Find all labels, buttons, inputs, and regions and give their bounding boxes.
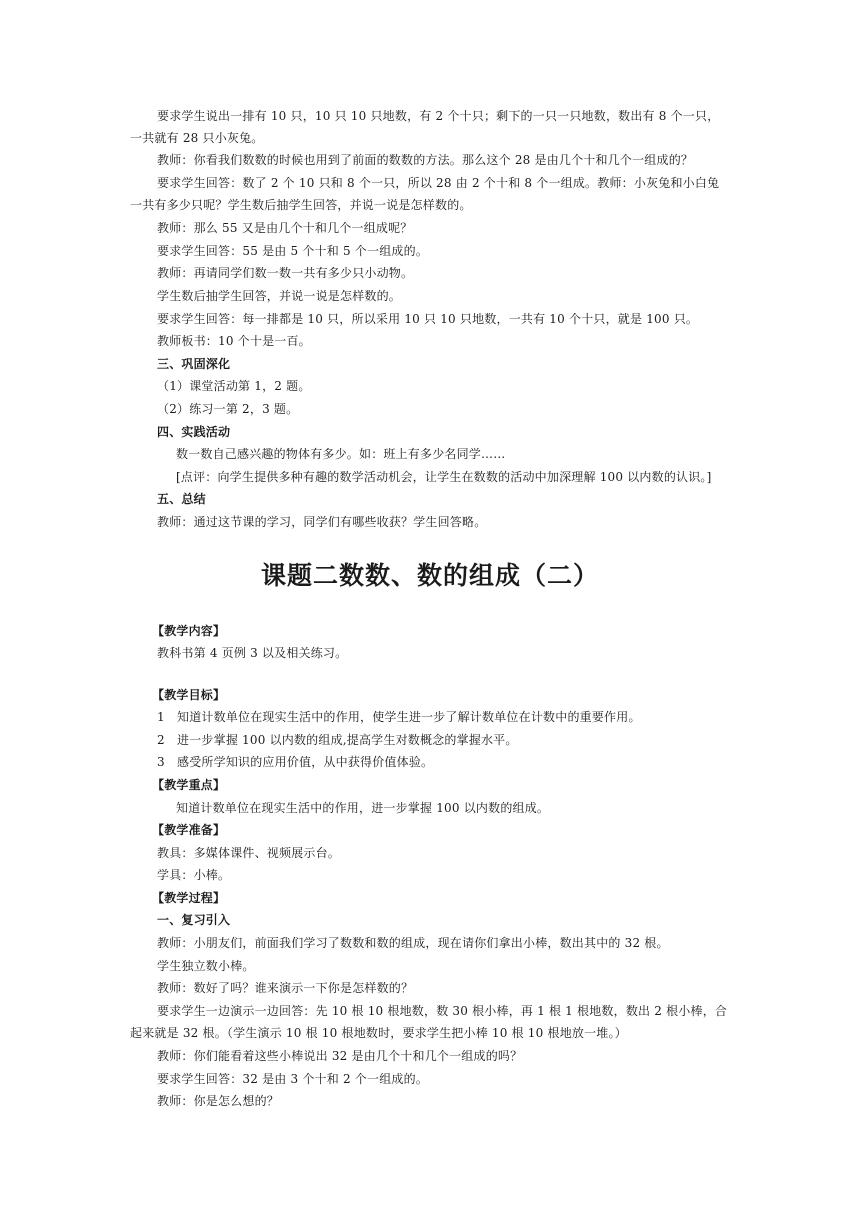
list-item: （1）课堂活动第 1，2 题。 [157, 379, 311, 393]
section-label: 【教学过程】 [152, 891, 226, 905]
paragraph-line: 学具：小棒。 [157, 868, 231, 882]
paragraph-line: 学生独立数小棒。 [157, 959, 255, 973]
section-label: 【教学准备】 [152, 823, 226, 837]
paragraph-line: 学生数后抽学生回答，并说一说是怎样数的。 [157, 289, 402, 303]
paragraph-line: 一共有多少只呢？学生数后抽学生回答，并说一说是怎样数的。 [130, 198, 472, 212]
paragraph-line: 数一数自己感兴趣的物体有多少。如：班上有多少名同学…… [176, 447, 506, 461]
section-heading: 四、实践活动 [157, 425, 231, 439]
paragraph-line: 教师：那么 55 又是由几个十和几个一组成呢？ [157, 221, 413, 235]
paragraph-line: 教师：你们能看着这些小棒说出 32 是由几个十和几个一组成的吗？ [157, 1049, 523, 1063]
paragraph-line: 教师：你看我们数数的时候也用到了前面的数数的方法。那么这个 28 是由几个十和几个一组成的？ [157, 153, 694, 167]
paragraph-line: 教师：再请同学们数一数一共有多少只小动物。 [157, 266, 414, 280]
section-heading: 三、巩固深化 [157, 357, 231, 371]
section-label: 【教学目标】 [152, 688, 226, 702]
paragraph-line: 教师：你是怎么想的？ [157, 1094, 280, 1108]
paragraph-line: 要求学生说出一排有 10 只，10 只 10 只地数，有 2 个十只；剩下的一只一只地数，数出有 8 个一只， [157, 109, 720, 123]
paragraph-line: 一共就有 28 只小灰兔。 [130, 131, 264, 145]
paragraph-line: 教师：数好了吗？谁来演示一下你是怎样数的？ [157, 981, 414, 995]
paragraph-line: 要求学生一边演示一边回答：先 10 根 10 根地数，数 30 根小棒，再 1 根 1 根地数，数出 2 根小棒，合 [157, 1004, 728, 1018]
lesson-title: 课题二数数、数的组成（二） [260, 561, 599, 590]
paragraph-line: 要求学生回答：每一排都是 10 只，所以采用 10 只 10 只地数，一共有 10 个十只，就是 100 只。 [157, 312, 699, 326]
paragraph-line: 要求学生回答：32 是由 3 个十和 2 个一组成的。 [157, 1072, 429, 1086]
list-item: 1 知道计数单位在现实生活中的作用，使学生进一步了解计数单位在计数中的重要作用。 [157, 710, 641, 724]
comment-note: [点评：向学生提供多种有趣的数学活动机会，让学生在数数的活动中加深理解 100 以内数的认识。] [176, 470, 712, 484]
list-item: （2）练习一第 2，3 题。 [157, 402, 299, 416]
section-heading: 五、总结 [157, 492, 206, 506]
section-label: 【教学重点】 [152, 778, 226, 792]
paragraph-line: 知道计数单位在现实生活中的作用，进一步掌握 100 以内数的组成。 [176, 801, 550, 815]
paragraph-line: 起来就是 32 根。（学生演示 10 根 10 根地数时，要求学生把小棒 10 根 10 根地放一堆。） [130, 1026, 627, 1040]
section-label: 【教学内容】 [152, 624, 226, 638]
section-heading: 一、复习引入 [157, 913, 231, 927]
paragraph-line: 要求学生回答：55 是由 5 个十和 5 个一组成的。 [157, 244, 429, 258]
list-item: 2 进一步掌握 100 以内数的组成,提高学生对数概念的掌握水平。 [157, 733, 518, 747]
paragraph-line: 教师：小朋友们，前面我们学习了数数和数的组成，现在请你们拿出小棒，数出其中的 32 根。 [157, 936, 669, 950]
paragraph-line: 教具：多媒体课件、视频展示台。 [157, 846, 341, 860]
paragraph-line: 教师：通过这节课的学习，同学们有哪些收获？学生回答略。 [157, 515, 487, 529]
paragraph-line: 教科书第 4 页例 3 以及相关练习。 [157, 646, 348, 660]
paragraph-line: 要求学生回答：数了 2 个 10 只和 8 个一只，所以 28 由 2 个十和 8 个一组成。教师：小灰兔和小白兔 [157, 176, 720, 190]
list-item: 3 感受所学知识的应用价值，从中获得价值体验。 [157, 755, 434, 769]
paragraph-line: 教师板书：10 个十是一百。 [157, 334, 311, 348]
